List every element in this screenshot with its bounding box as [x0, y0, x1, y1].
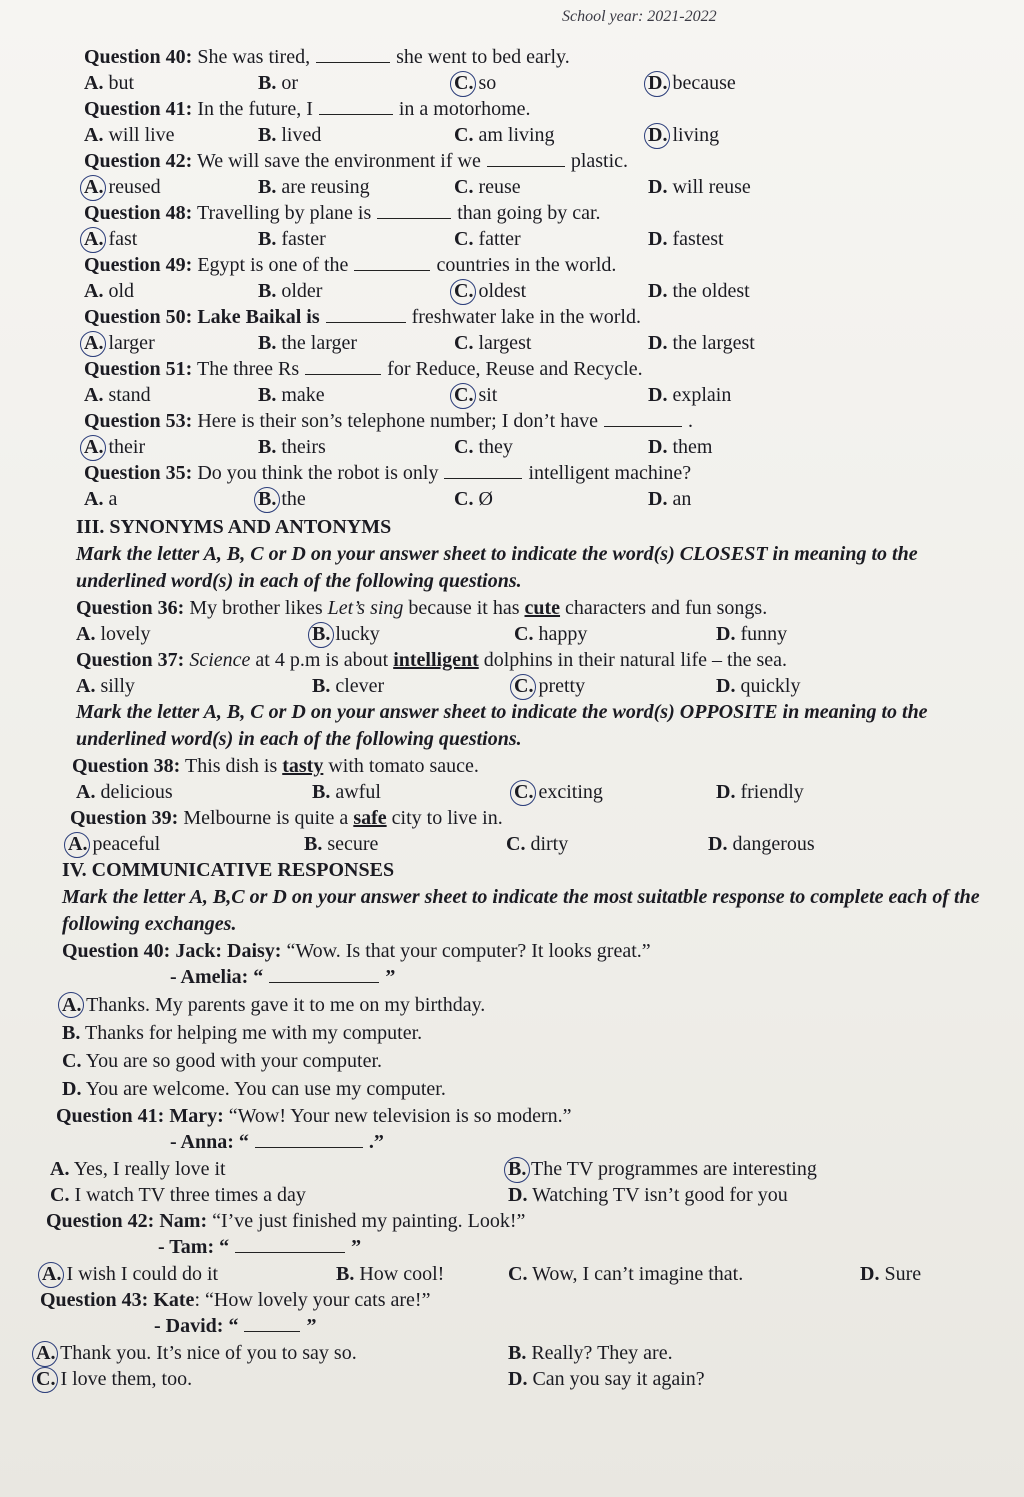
- option-a[interactable]: A. reused: [84, 176, 161, 198]
- question-43-dialogue: Question 43: Kate: “How lovely your cats are!”: [40, 1289, 431, 1311]
- question-51-options: [40, 382, 1010, 408]
- question-41-dialogue: Question 41: Mary: “Wow! Your new television is so modern.”: [56, 1105, 572, 1127]
- option-a[interactable]: A. but: [84, 72, 135, 94]
- option-c[interactable]: C. fatter: [454, 228, 521, 250]
- option-a[interactable]: A. stand: [84, 384, 151, 406]
- option-d[interactable]: D. dangerous: [708, 833, 815, 855]
- option-b[interactable]: B. The TV programmes are interesting: [508, 1158, 817, 1180]
- option-b[interactable]: B. awful: [312, 781, 381, 803]
- option-c[interactable]: C. dirty: [506, 833, 569, 855]
- grammar-section: [40, 44, 1010, 512]
- section-title: IV. COMMUNICATIVE RESPONSES: [62, 859, 395, 881]
- option-b[interactable]: B. Thanks for helping me with my computer.: [62, 1022, 423, 1044]
- question-37-stem: Question 37: Science at 4 p.m is about intelligent dolphins in their natural life – the sea.: [76, 649, 787, 671]
- option-a[interactable]: A. larger: [84, 332, 155, 354]
- question-41-stem: Question 41: In the future, I in a motorhome.: [84, 98, 531, 120]
- option-a[interactable]: A. old: [84, 280, 135, 302]
- option-a[interactable]: A. Thanks. My parents gave it to me on my birthday.: [62, 991, 1010, 1019]
- question-51-stem: Question 51: The three Rs for Reduce, Reuse and Recycle.: [84, 358, 643, 380]
- option-c[interactable]: C. exciting: [514, 781, 603, 803]
- question-36-options: [40, 621, 1010, 647]
- option-d[interactable]: D. fastest: [648, 228, 724, 250]
- option-b[interactable]: B. are reusing: [258, 176, 370, 198]
- option-a[interactable]: A. fast: [84, 228, 138, 250]
- option-a[interactable]: A. will live: [84, 124, 175, 146]
- option-b[interactable]: B. theirs: [258, 436, 326, 458]
- question-39-options: [32, 831, 1010, 857]
- question-50-stem: Question 50: Lake Baikal is freshwater lake in the world.: [84, 306, 641, 328]
- option-a[interactable]: A. delicious: [76, 781, 173, 803]
- question-39-stem: Question 39: Melbourne is quite a safe city to live in.: [70, 807, 503, 829]
- exam-content: [36, 44, 1010, 1392]
- question-36-stem: Question 36: My brother likes Let’s sing because it has cute characters and fun songs.: [76, 597, 768, 619]
- communicative-section: [36, 857, 1010, 1392]
- question-42-response: - Tam: “ ”: [158, 1236, 362, 1258]
- question-41-response: - Anna: “ .”: [170, 1131, 384, 1153]
- question-35-options: [40, 486, 1010, 512]
- question-40-stem: Question 40: She was tired, she went to bed early.: [84, 46, 570, 68]
- option-c[interactable]: C. You are so good with your computer.: [62, 1050, 382, 1072]
- option-c[interactable]: C. oldest: [454, 280, 527, 302]
- option-a[interactable]: A. a: [84, 488, 118, 510]
- option-b[interactable]: B. make: [258, 384, 325, 406]
- school-year-header: School year: 2021-2022: [562, 8, 717, 25]
- option-d[interactable]: D. them: [648, 436, 713, 458]
- question-53-options: [40, 434, 1010, 460]
- option-b[interactable]: B. or: [258, 72, 299, 94]
- option-c[interactable]: C. Wow, I can’t imagine that.: [508, 1263, 744, 1285]
- question-49-stem: Question 49: Egypt is one of the countries in the world.: [84, 254, 617, 276]
- question-42-dialogue: Question 42: Nam: “I’ve just finished my painting. Look!”: [46, 1210, 526, 1232]
- instruction-opposite: Mark the letter A, B, C or D on your answer sheet to indicate the word(s) OPPOSITE in meaning to the underlined word(s) in each of the following questions.: [76, 701, 928, 750]
- question-43-response: - David: “ ”: [154, 1315, 317, 1337]
- option-c[interactable]: C. pretty: [514, 675, 586, 697]
- option-b[interactable]: B. faster: [258, 228, 326, 250]
- option-b[interactable]: B. older: [258, 280, 323, 302]
- option-a[interactable]: A. I wish I could do it: [42, 1263, 219, 1285]
- option-b[interactable]: B. clever: [312, 675, 385, 697]
- option-d[interactable]: D. Sure: [860, 1263, 922, 1285]
- underlined-word: intelligent: [393, 649, 479, 671]
- option-b[interactable]: B. secure: [304, 833, 379, 855]
- option-c[interactable]: C. largest: [454, 332, 532, 354]
- option-c[interactable]: C. sit: [454, 384, 498, 406]
- question-43-options-row2: [36, 1366, 1010, 1392]
- option-d[interactable]: D. funny: [716, 623, 788, 645]
- option-c[interactable]: C. I love them, too.: [36, 1368, 193, 1390]
- underlined-word: cute: [524, 597, 561, 619]
- instruction-response: Mark the letter A, B,C or D on your answer sheet to indicate the most suitatble response to complete each of the following exchanges.: [62, 886, 980, 935]
- question-50-options: [40, 330, 1010, 356]
- option-c[interactable]: C. I watch TV three times a day: [50, 1184, 306, 1206]
- option-b[interactable]: B. the: [258, 488, 306, 510]
- question-38-options: [40, 779, 1010, 805]
- option-c[interactable]: C. so: [454, 72, 497, 94]
- option-d[interactable]: D. an: [648, 488, 692, 510]
- option-c[interactable]: C. happy: [514, 623, 588, 645]
- option-d[interactable]: D. explain: [648, 384, 732, 406]
- option-a[interactable]: A. their: [84, 436, 146, 458]
- option-d[interactable]: D. friendly: [716, 781, 804, 803]
- synonyms-antonyms-section: [40, 514, 1010, 857]
- section-title: III. SYNONYMS AND ANTONYMS: [76, 516, 392, 538]
- option-d[interactable]: D. will reuse: [648, 176, 751, 198]
- option-a[interactable]: A. lovely: [76, 623, 151, 645]
- option-d[interactable]: D. the oldest: [648, 280, 750, 302]
- question-41-options-row2: [40, 1182, 1010, 1208]
- option-d[interactable]: D. Watching TV isn’t good for you: [508, 1184, 788, 1206]
- question-38-stem: Question 38: This dish is tasty with tomato sauce.: [72, 755, 479, 777]
- option-d[interactable]: D. You are welcome. You can use my computer.: [62, 1078, 446, 1100]
- question-48-options: [40, 226, 1010, 252]
- instruction-closest: Mark the letter A, B, C or D on your answer sheet to indicate the word(s) CLOSEST in meaning to the underlined word(s) in each of the following questions.: [76, 543, 918, 592]
- option-c[interactable]: C. am living: [454, 124, 555, 146]
- option-c[interactable]: C. reuse: [454, 176, 521, 198]
- option-a[interactable]: A. Yes, I really love it: [50, 1158, 226, 1180]
- option-b[interactable]: B. How cool!: [336, 1263, 445, 1285]
- option-d[interactable]: D. quickly: [716, 675, 801, 697]
- underlined-word: safe: [353, 807, 387, 829]
- option-c[interactable]: C. Ø: [454, 488, 493, 510]
- option-d[interactable]: D. the largest: [648, 332, 755, 354]
- question-35-stem: Question 35: Do you think the robot is only intelligent machine?: [84, 462, 692, 484]
- question-42-stem: Question 42: We will save the environment if we plastic.: [84, 150, 629, 172]
- question-41-options-row1: [40, 1156, 1010, 1182]
- option-a[interactable]: A. Thank you. It’s nice of you to say so.: [36, 1342, 357, 1364]
- option-d[interactable]: D. living: [648, 124, 720, 146]
- option-b[interactable]: B. Really? They are.: [508, 1342, 673, 1364]
- option-b[interactable]: B. lucky: [312, 623, 380, 645]
- underlined-word: tasty: [282, 755, 324, 777]
- question-42-options: [40, 174, 1010, 200]
- question-40-options: [40, 70, 1010, 96]
- option-c[interactable]: C. they: [454, 436, 513, 458]
- option-a[interactable]: A. silly: [76, 675, 135, 697]
- option-d[interactable]: D. Can you say it again?: [508, 1368, 705, 1390]
- question-42-options: [40, 1261, 1010, 1287]
- question-40-dialogue: Question 40: Jack: Daisy: “Wow. Is that your computer? It looks great.”: [62, 940, 651, 962]
- question-40-response: - Amelia: “ ”: [170, 966, 396, 988]
- question-41-options: [40, 122, 1010, 148]
- question-53-stem: Question 53: Here is their son’s telephone number; I don’t have .: [84, 410, 693, 432]
- option-b[interactable]: B. the larger: [258, 332, 358, 354]
- option-d[interactable]: D. because: [648, 72, 736, 94]
- question-48-stem: Question 48: Travelling by plane is than going by car.: [84, 202, 601, 224]
- question-43-options-row1: [36, 1340, 1010, 1366]
- option-a[interactable]: A. peaceful: [68, 833, 161, 855]
- option-b[interactable]: B. lived: [258, 124, 322, 146]
- question-49-options: [40, 278, 1010, 304]
- question-37-options: [40, 673, 1010, 699]
